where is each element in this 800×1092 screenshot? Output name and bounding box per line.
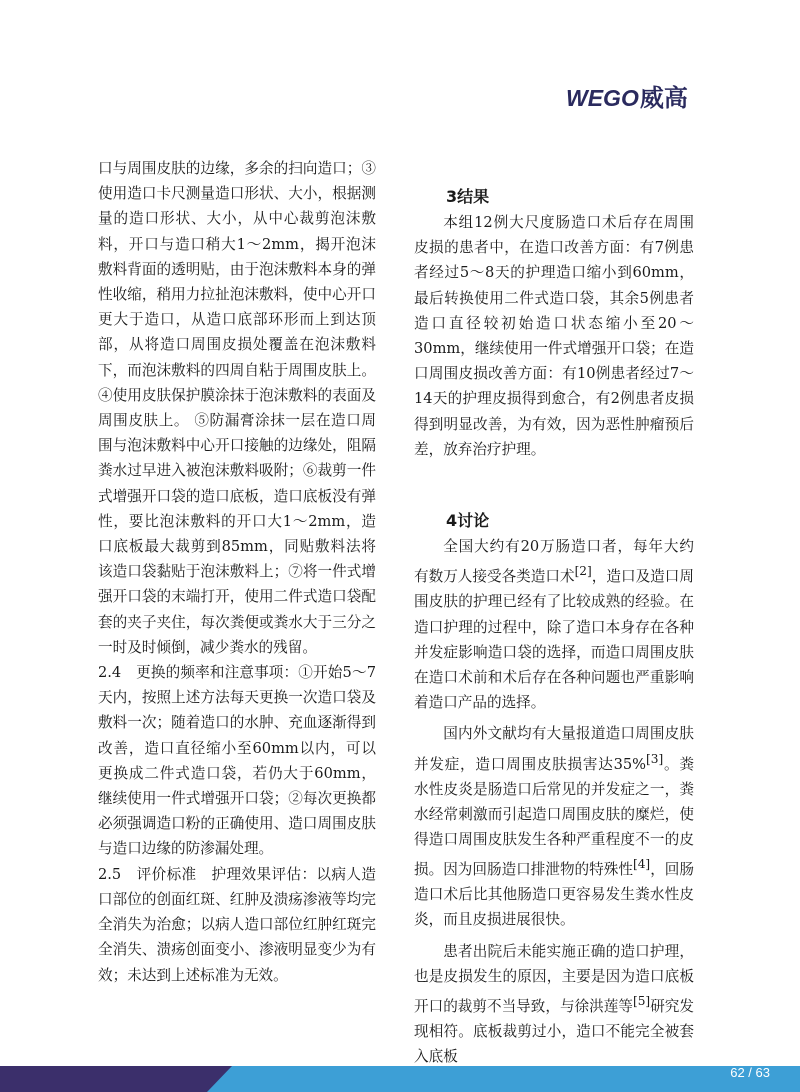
results-heading: 3结果 [446, 187, 490, 206]
discussion-paragraph-1 [414, 534, 694, 715]
logo-chinese-text: 威高 [639, 85, 688, 112]
discussion-2-text-c: ，回肠造口术后比其他肠造口更容易发生粪水性皮炎，而且皮损进展很快。 [414, 861, 694, 929]
citation-4: [4] [632, 857, 651, 872]
citation-3: [3] [646, 751, 664, 766]
discussion-1-text-a: 全国大约有20万肠造口者，每年大约有数万人接受各类造口术 [414, 538, 694, 586]
wego-logo [566, 78, 688, 113]
results-paragraph: 本组12例大尺度肠造口术后存在周围皮损的患者中，在造口改善方面：有7例患者经过5～8天的护理造口缩小到60mm，最后转换使用二件式造口袋，其余5例患者造口直径较初始造口状态缩小至20～30mm，继续使用一件式增强开口袋；在造口周围皮损改善方面：有10例患者经过7～14天的护理皮损得到愈合，有2例患者皮损得到明显改善，为有效，因为恶性肿瘤预后差，放弃治疗护理。 [414, 214, 694, 458]
discussion-2-text-a: 国内外文献均有大量报道造口周围皮肤并发症，造口周围皮肤损害达35% [414, 725, 694, 773]
discussion-paragraph-2 [414, 721, 694, 932]
footer-band-light [207, 1066, 800, 1092]
page-number: 62 / 63 [730, 1065, 770, 1080]
citation-5: [5] [632, 994, 651, 1009]
footer-band [0, 1052, 800, 1092]
discussion-2-text-b: 。粪水性皮炎是肠造口后常见的并发症之一，粪水经常刺激而引起造口周围皮肤的糜烂，使得造口周围皮肤发生各种严重程度不一的皮损。因为回肠造口排泄物的特殊性 [414, 755, 694, 879]
citation-2: [2] [574, 564, 592, 579]
section-2-5-paragraph: 2.5 评价标准 护理效果评估：以病人造口部位的创面红斑、红肿及溃疡渗液等均完全消失为治愈；以病人造口部位红肿红斑完全消失、溃疡创面变小、渗液明显变少为有效；未达到上述标准为无效。 [98, 865, 376, 984]
discussion-1-text-b: ，造口及造口周围皮肤的护理已经有了比较成熟的经验。在造口护理的过程中，除了造口本身存在各种并发症影响造口袋的选择，而造口周围皮肤在造口术前和术后存在各种问题也严重影响着造口产品的选择。 [414, 568, 694, 712]
discussion-heading: 4讨论 [446, 511, 490, 531]
section-2-4-paragraph: 2.4 更换的频率和注意事项：①开始5～7天内，按照上述方法每天更换一次造口袋及敷料一次；随着造口的水肿、充血逐渐得到改善，造口直径缩小至60mm以内，可以更换成二件式造口袋，若仍大于60mm，继续使用一件式增强开口袋；②每次更换都必须强调造口粉的正确使用、造口周围皮肤与造口边缘的防渗漏处理。 [98, 664, 376, 858]
left-column [98, 156, 376, 988]
footer-band-graphic [0, 1052, 800, 1092]
discussion-paragraph-3 [414, 939, 694, 1070]
logo-latin-text: WEGO [566, 85, 639, 111]
discussion-3-text-b: 研究发现相符。底板裁剪过小，造口不能完全被套入底板 [414, 997, 694, 1066]
right-column [414, 156, 694, 1070]
footer-band-dark [0, 1066, 240, 1092]
discussion-3-text-a: 患者出院后未能实施正确的造口护理，也是皮损发生的原因，主要是因为造口底板开口的裁剪不当导致，与徐洪莲等 [414, 942, 694, 1015]
procedure-paragraph: 口与周围皮肤的边缘，多余的扫向造口；③使用造口卡尺测量造口形状、大小，根据测量的造口形状、大小，从中心裁剪泡沫敷料，开口与造口稍大1～2mm，揭开泡沫敷料背面的透明贴，由于泡沫敷料本身的弹性收缩，稍用力拉扯泡沫敷料，使中心开口更大于造口，从造口底部环形而上到达顶部，从将造口周围皮损处覆盖在泡沫敷料下，而泡沫敷料的四周自粘于周围皮肤上。④使用皮肤保护膜涂抹于泡沫敷料的表面及周围皮肤上。 ⑤防漏膏涂抹一层在造口周围与泡沫敷料中心开口接触的边缘处，阻隔粪水过早进入被泡沫敷料吸附；⑥裁剪一件式增强开口袋的造口底板，造口底板没有弹性，要比泡沫敷料的开口大1～2mm，造口底板最大裁剪到85mm，同贴敷料法将该造口袋黏贴于泡沫敷料上；⑦将一件式增强开口袋的末端打开，使用二件式造口袋配套的夹子夹住，每次粪便或粪水大于三分之一时及时倾倒，减少粪水的残留。 [98, 160, 376, 656]
